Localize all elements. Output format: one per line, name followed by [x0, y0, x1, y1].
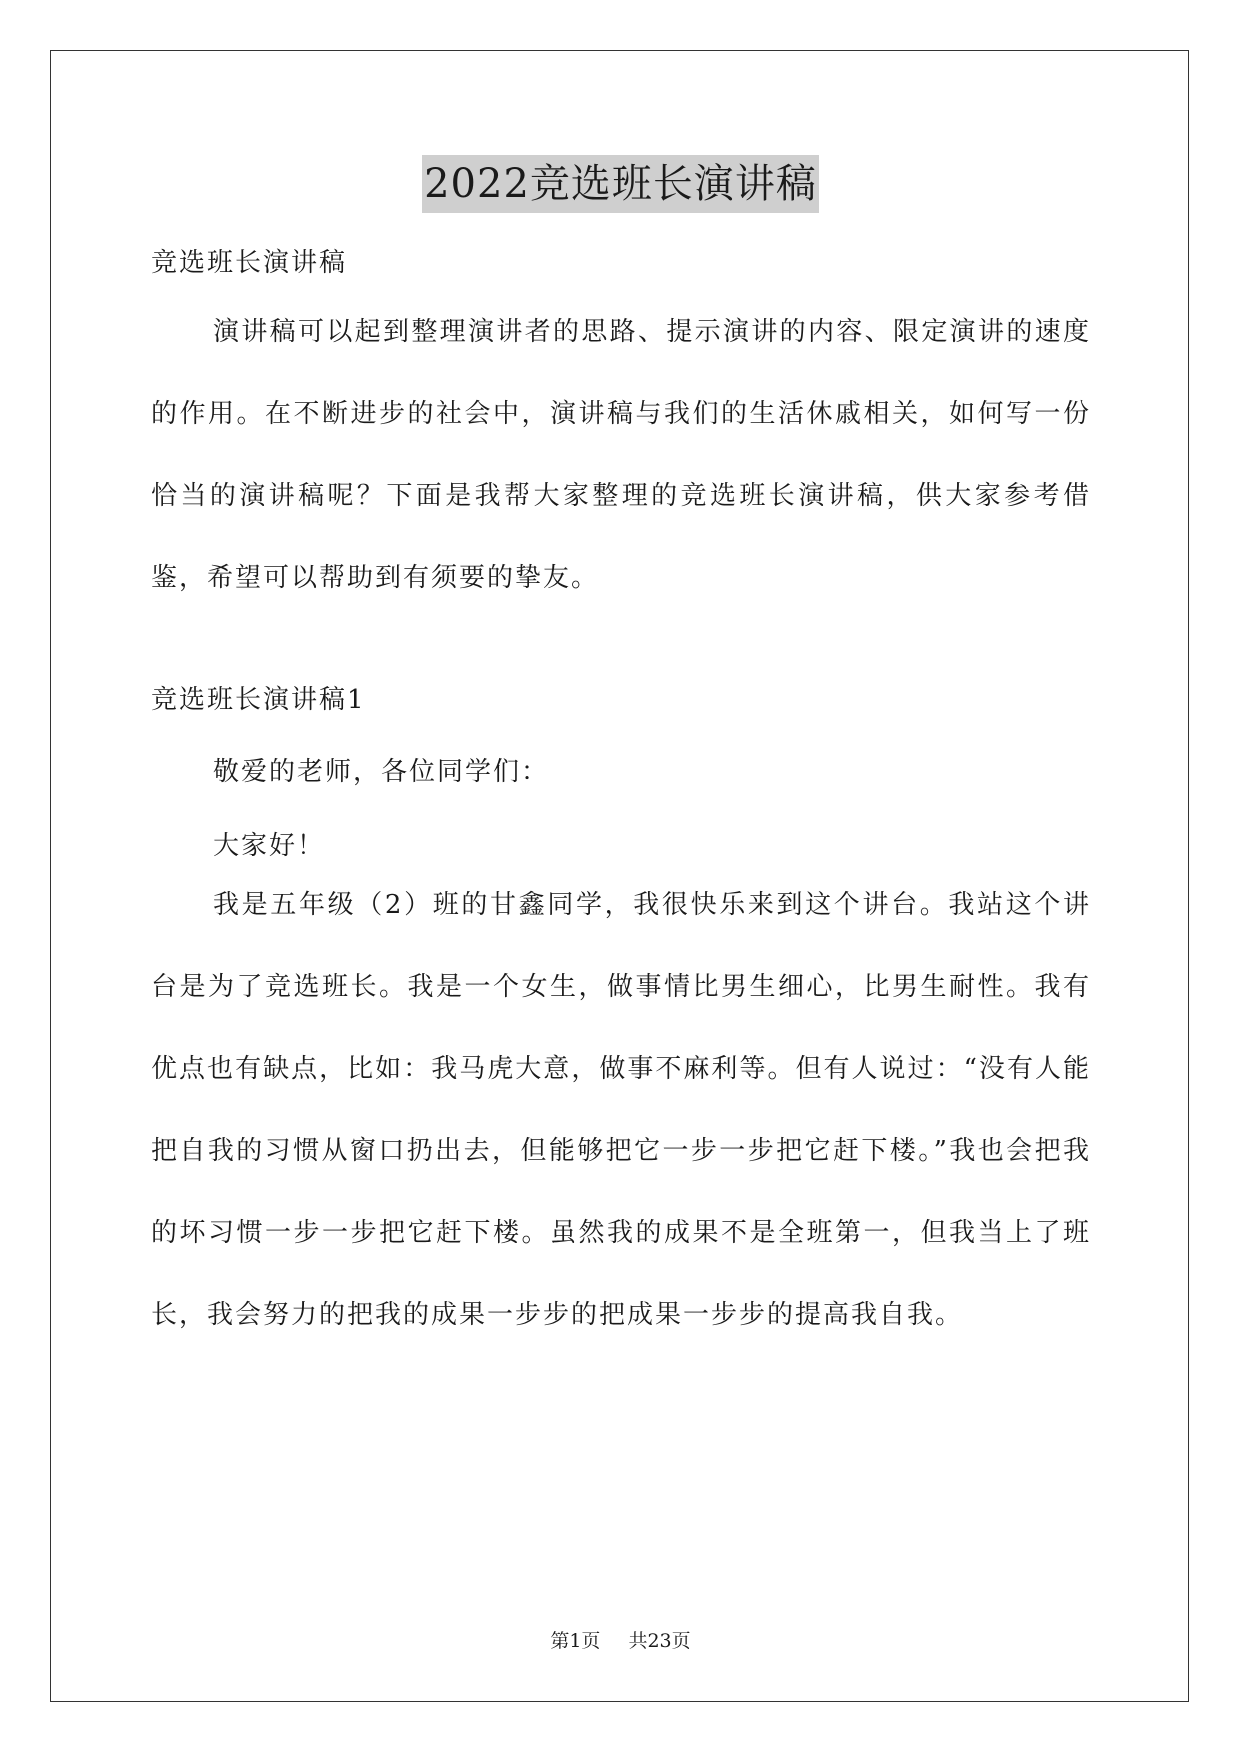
body-paragraph: 我是五年级（2）班的甘鑫同学，我很快乐来到这个讲台。我站这个讲台是为了竞选班长。我是一个女生，做事情比男生细心，比男生耐性。我有优点也有缺点，比如：我马虎大意，做事不麻利等。但有人说过：“没有人能把自我的习惯从窗口扔出去，但能够把它一步一步把它赶下楼。”我也会把我的坏习惯一步一步把它赶下楼。虽然我的成果不是全班第一，但我当上了班长，我会努力的把我的成果一步步的把成果一步步的提高我自我。 [151, 890, 1091, 1330]
subheading-main: 竞选班长演讲稿 [151, 248, 348, 278]
document-title-container [0, 155, 1241, 213]
page-total: 共23页 [628, 1630, 691, 1652]
greeting: 大家好！ [213, 831, 326, 861]
intro-paragraph: 演讲稿可以起到整理演讲者的思路、提示演讲的内容、限定演讲的速度的作用。在不断进步的社会中，演讲稿与我们的生活休戚相关，如何写一份恰当的演讲稿呢？下面是我帮大家整理的竞选班长演讲稿，供大家参考借鉴，希望可以帮助到有须要的挚友。 [151, 317, 1091, 593]
salutation: 敬爱的老师，各位同学们： [213, 757, 550, 787]
document-title: 2022竞选班长演讲稿 [422, 155, 819, 213]
section-heading: 竞选班长演讲稿1 [151, 685, 366, 715]
page-footer [0, 1628, 1241, 1654]
page-number: 第1页 [550, 1630, 601, 1652]
